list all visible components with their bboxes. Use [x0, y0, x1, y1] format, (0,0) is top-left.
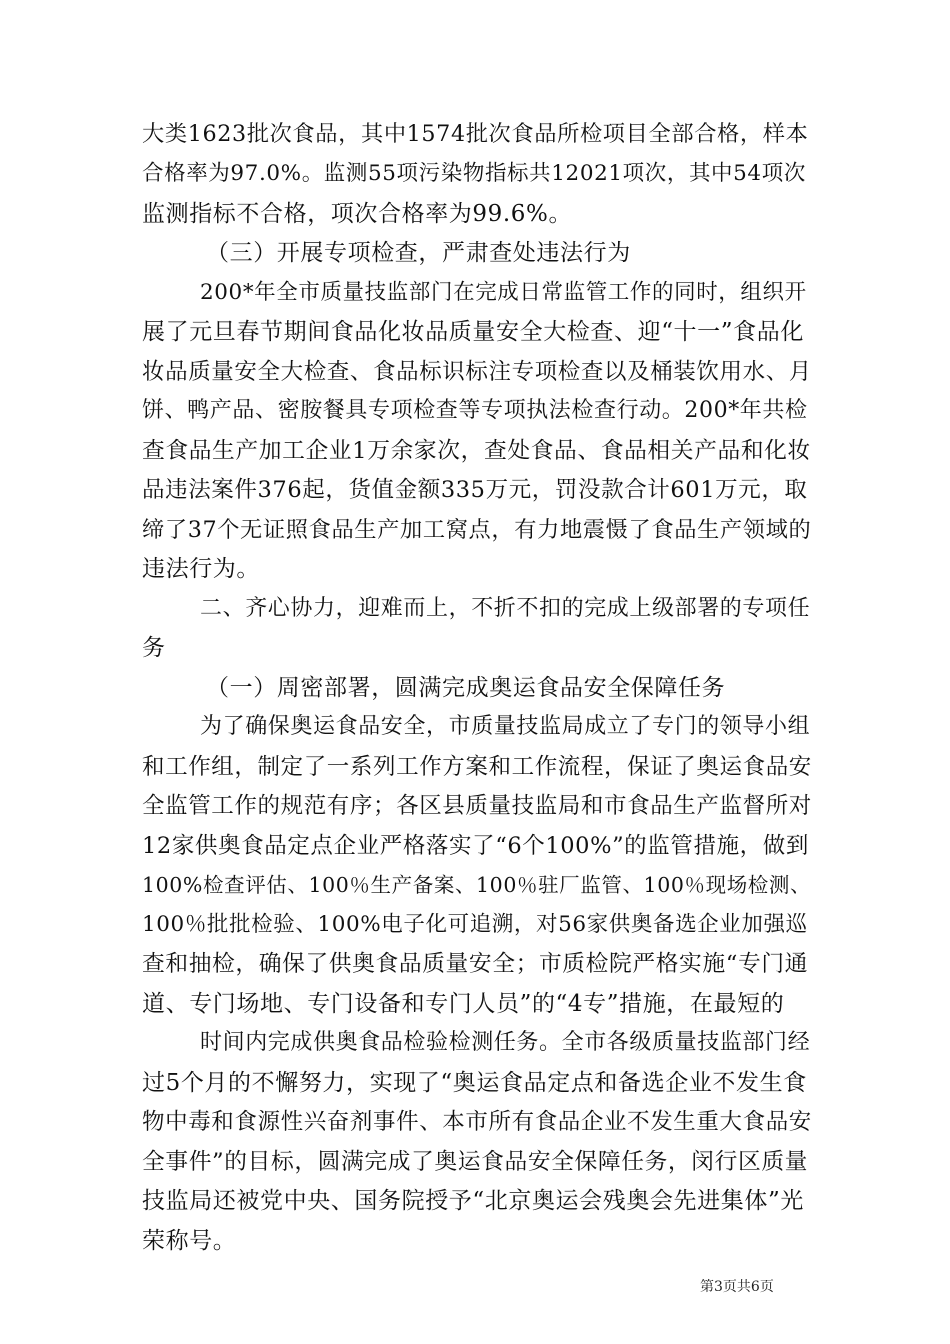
body-text-line: 荣称号。: [142, 1228, 237, 1254]
body-text-line: 妆品质量安全大检查、食品标识标注专项检查以及桶装饮用水、月: [142, 359, 812, 385]
body-text-line: 合格率为97.0%。监测55项污染物指标共12021项次，其中54项次: [142, 161, 806, 186]
body-text-line: 违法行为。: [142, 556, 260, 582]
body-text-line: 和工作组，制定了一系列工作方案和工作流程，保证了奥运食品安: [142, 754, 812, 780]
body-text-line: 查和抽检，确保了供奥食品质量安全；市质检院严格实施“专门通: [142, 951, 809, 977]
body-text-line: 100%检查评估、100％生产备案、100％驻厂监管、100％现场检测、: [142, 873, 812, 897]
body-text-line: 技监局还被党中央、国务院授予“北京奥运会残奥会先进集体”光: [142, 1188, 804, 1214]
body-text-line: 缔了37个无证照食品生产加工窝点，有力地震慑了食品生产领域的: [142, 517, 812, 543]
body-text-line: 200*年全市质量技监部门在完成日常监管工作的同时，组织开: [200, 280, 807, 305]
body-text-line: 全监管工作的规范有序；各区县质量技监局和市食品生产监督所对: [142, 793, 812, 819]
section-heading: （三）开展专项检查，严肃查处违法行为: [206, 240, 631, 266]
body-text-line: 全事件”的目标，圆满完成了奥运食品安全保障任务，闵行区质量: [142, 1149, 809, 1175]
body-text-line: 大类1623批次食品，其中1574批次食品所检项目全部合格，样本: [142, 121, 809, 147]
section-heading-continued: 务: [142, 635, 166, 661]
body-text-line: 饼、鸭产品、密胺餐具专项检查等专项执法检查行动。200*年共检: [142, 398, 808, 423]
body-text-line: 展了元旦春节期间食品化妆品质量安全大检查、迎“十一”食品化: [142, 319, 804, 345]
body-text-line: 品违法案件376起，货值金额335万元，罚没款合计601万元，取: [142, 477, 808, 503]
body-text-line: 道、专门场地、专门设备和专门人员”的“4专”措施，在最短的: [142, 991, 785, 1017]
body-text-line: 物中毒和食源性兴奋剂事件、本市所有食品企业不发生重大食品安: [142, 1109, 812, 1135]
section-heading: 二、齐心协力，迎难而上，不折不扣的完成上级部署的专项任: [200, 596, 811, 621]
body-text-line: 监测指标不合格，项次合格率为99.6%。: [142, 201, 573, 227]
body-text-line: 为了确保奥运食品安全，市质量技监局成立了专门的领导小组: [200, 714, 811, 739]
body-text-line: 查食品生产加工企业1万余家次，查处食品、食品相关产品和化妆: [142, 438, 811, 464]
page-number-footer: 第3页共6页: [700, 1279, 774, 1295]
body-text-line: 过5个月的不懈努力，实现了“奥运食品定点和备选企业不发生食: [142, 1070, 807, 1096]
body-text-line: 12家供奥食品定点企业严格落实了“6个100%”的监管措施，做到: [142, 833, 809, 859]
body-text-line: 100％批批检验、100%电子化可追溯，对56家供奥备选企业加强巡: [142, 912, 808, 937]
body-text-line: 时间内完成供奥食品检验检测任务。全市各级质量技监部门经: [200, 1030, 811, 1055]
section-heading: （一）周密部署，圆满完成奥运食品安全保障任务: [206, 675, 726, 701]
